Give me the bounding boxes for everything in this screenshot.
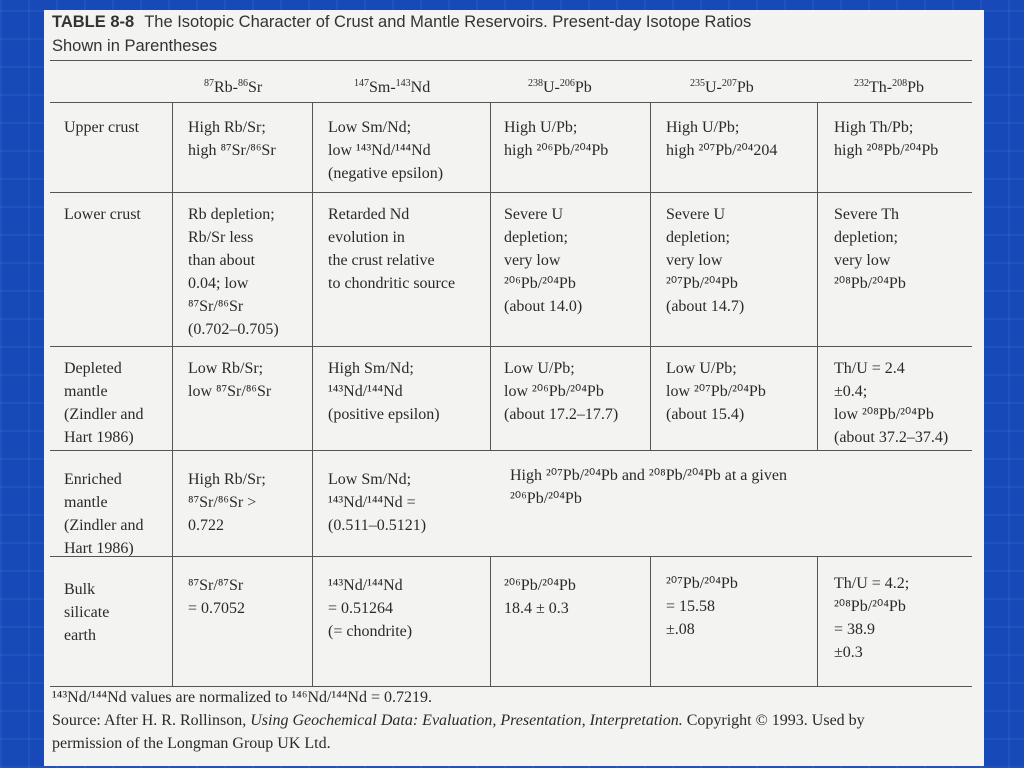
- table-source-line2: permission of the Longman Group UK Ltd.: [52, 735, 331, 752]
- grid-line: [650, 556, 651, 686]
- row-label-bulk-silicate-earth: Bulk silicate earth: [64, 581, 110, 644]
- table-cell: Rb depletion; Rb/Sr less than about 0.04; low ⁸⁷Sr/⁸⁶Sr (0.702–0.705): [188, 206, 279, 338]
- header-u235-pb207: $^{235}$U-$^{207}$Pb: [690, 78, 754, 96]
- grid-line: [817, 556, 818, 686]
- table-cell: High Sm/Nd; ¹⁴³Nd/¹⁴⁴Nd (positive epsilon): [328, 360, 440, 423]
- table-cell: ²⁰⁷Pb/²⁰⁴Pb = 15.58 ±.08: [666, 575, 738, 638]
- table-cell: ⁸⁷Sr/⁸⁷Sr = 0.7052: [188, 577, 246, 617]
- table-cell: Low U/Pb; low ²⁰⁷Pb/²⁰⁴Pb (about 15.4): [666, 360, 766, 423]
- table-cell: ²⁰⁶Pb/²⁰⁴Pb 18.4 ± 0.3: [504, 577, 576, 617]
- table-caption: [52, 10, 972, 58]
- table-number: TABLE 8-8: [52, 13, 135, 31]
- row-label-upper-crust: Upper crust: [64, 119, 140, 136]
- table-cell: Th/U = 2.4 ±0.4; low ²⁰⁸Pb/²⁰⁴Pb (about 37.2–37.4): [834, 360, 949, 446]
- header-sm-nd: $^{147}$Sm-$^{143}$Nd: [354, 78, 431, 96]
- table-cell: High U/Pb; high ²⁰⁶Pb/²⁰⁴Pb: [504, 119, 609, 159]
- table-cell: Low U/Pb; low ²⁰⁶Pb/²⁰⁴Pb (about 17.2–17.7): [504, 360, 619, 423]
- table-cell: Severe U depletion; very low ²⁰⁷Pb/²⁰⁴Pb (about 14.7): [666, 206, 745, 315]
- grid-line: [312, 102, 313, 686]
- header-rb-sr: $^{87}$Rb-$^{86}$Sr: [204, 78, 263, 96]
- top-rule: [50, 60, 972, 61]
- grid-line: [172, 102, 173, 686]
- table-title: The Isotopic Character of Crust and Mantle Reservoirs. Present-day Isotope Ratios: [144, 13, 752, 31]
- header-u238-pb206: $^{238}$U-$^{206}$Pb: [528, 78, 592, 96]
- grid-line: [817, 102, 818, 450]
- row-label-depleted-mantle: Depleted mantle (Zindler and Hart 1986): [64, 360, 144, 446]
- table-cell: High Th/Pb; high ²⁰⁸Pb/²⁰⁴Pb: [834, 119, 939, 159]
- table-cell: High U/Pb; high ²⁰⁷Pb/²⁰⁴204: [666, 119, 778, 159]
- table-cell: Severe Th depletion; very low ²⁰⁸Pb/²⁰⁴Pb: [834, 206, 906, 292]
- table-source: Source: After H. R. Rollinson, Using Geochemical Data: Evaluation, Presentation, Interpretation. Copyright © 1993. Used by: [52, 712, 865, 729]
- table-footnote: ¹⁴³Nd/¹⁴⁴Nd values are normalized to ¹⁴⁶Nd/¹⁴⁴Nd = 0.7219.: [52, 689, 432, 706]
- row-divider: [50, 556, 972, 557]
- table-page: [44, 10, 984, 766]
- grid-line: [490, 102, 491, 450]
- row-divider: [50, 450, 972, 451]
- table-cell: High Rb/Sr; high ⁸⁷Sr/⁸⁶Sr: [188, 119, 276, 159]
- row-label-lower-crust: Lower crust: [64, 206, 141, 223]
- table-cell-spanning: High ²⁰⁷Pb/²⁰⁴Pb and ²⁰⁸Pb/²⁰⁴Pb at a given ²⁰⁶Pb/²⁰⁴Pb: [510, 467, 787, 507]
- table-cell: Low Sm/Nd; low ¹⁴³Nd/¹⁴⁴Nd (negative epsilon): [328, 119, 444, 182]
- row-divider: [50, 192, 972, 193]
- table-cell: Th/U = 4.2; ²⁰⁸Pb/²⁰⁴Pb = 38.9 ±0.3: [834, 575, 910, 661]
- table-cell: Low Sm/Nd; ¹⁴³Nd/¹⁴⁴Nd = (0.511–0.5121): [328, 471, 427, 534]
- header-rule: [50, 102, 972, 103]
- grid-line: [490, 556, 491, 686]
- table-cell: Severe U depletion; very low ²⁰⁶Pb/²⁰⁴Pb (about 14.0): [504, 206, 583, 315]
- table-cell: High Rb/Sr; ⁸⁷Sr/⁸⁶Sr > 0.722: [188, 471, 266, 534]
- row-label-enriched-mantle: Enriched mantle (Zindler and Hart 1986): [64, 471, 144, 557]
- row-divider: [50, 346, 972, 347]
- grid-line: [650, 102, 651, 450]
- table-title-line2: Shown in Parentheses: [52, 37, 218, 55]
- table-cell: ¹⁴³Nd/¹⁴⁴Nd = 0.51264 (= chondrite): [328, 577, 413, 640]
- table-cell: Low Rb/Sr; low ⁸⁷Sr/⁸⁶Sr: [188, 360, 272, 400]
- header-th-pb: $^{232}$Th-$^{208}$Pb: [854, 78, 925, 96]
- table-cell: Retarded Nd evolution in the crust relative to chondritic source: [328, 206, 456, 292]
